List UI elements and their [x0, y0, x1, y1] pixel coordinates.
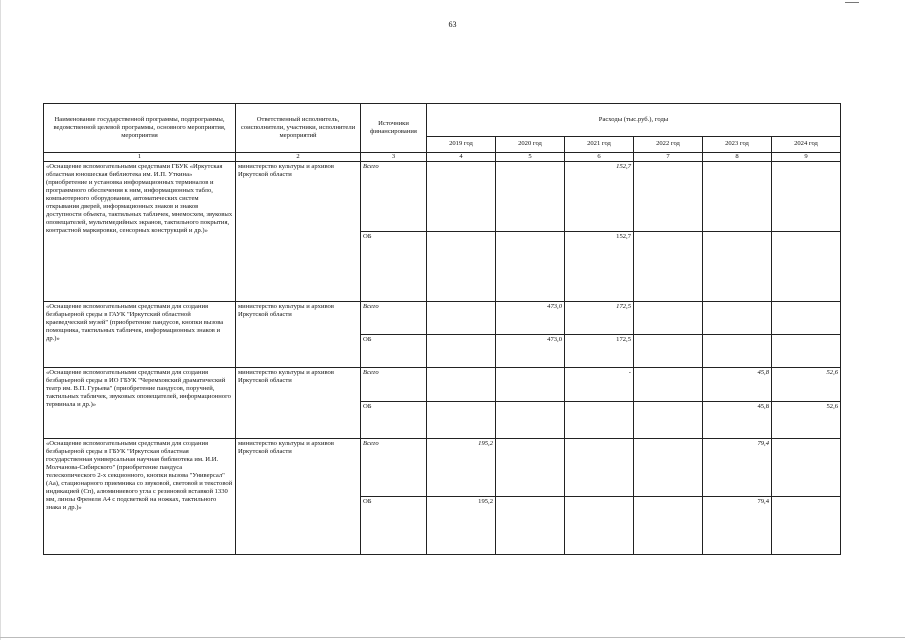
value-cell: [772, 439, 841, 497]
value-cell: 172,5: [565, 335, 634, 368]
value-cell: [427, 335, 496, 368]
header-year: 2019 год: [427, 137, 496, 153]
source-ob: ОБ: [361, 335, 427, 368]
value-cell: [427, 368, 496, 402]
column-number: 1: [44, 153, 236, 162]
value-cell: -: [565, 368, 634, 402]
header-year: 2022 год: [634, 137, 703, 153]
table-row: [44, 439, 841, 497]
executor: министерство культуры и архивов Иркутской области: [236, 302, 361, 368]
source-total: Всего: [361, 368, 427, 402]
executor: министерство культуры и архивов Иркутской области: [236, 439, 361, 555]
header-year: 2020 год: [496, 137, 565, 153]
column-number: 8: [703, 153, 772, 162]
measure-name: «Оснащение вспомогательными средствами для создания безбарьерной среды в ГБУК "Иркутская областная государственная универсальная научная библиотека им. И.И. Молчанова-Сибирского" (приобретение пандуса телескопического 2-х секционного, кнопки вызова "Универсал" (Аа), стационарного приемника со звуковой, световой и текстовой индикацией (Сп), алюминиевого угла с резиновой вставкой 1330 мм, линзы Френеля А4 с подсветкой на ножках, тактильного знака и др.)»: [44, 439, 236, 555]
value-cell: [634, 232, 703, 302]
measure-name: «Оснащение вспомогательными средствами для создания безбарьерной среды в ИО ГБУК "Черемховский драматический театр им. В.П. Гурьева" (приобретение пандусов, поручней, тактильных табличек, звуковых оповещателей, информационного терминала и др.)»: [44, 368, 236, 439]
page-number: 63: [448, 20, 457, 29]
value-cell: [496, 232, 565, 302]
table-row: [44, 302, 841, 335]
column-number: 9: [772, 153, 841, 162]
column-number: 6: [565, 153, 634, 162]
value-cell: [703, 302, 772, 335]
header-year: 2021 год: [565, 137, 634, 153]
executor: министерство культуры и архивов Иркутской области: [236, 368, 361, 439]
value-cell: [703, 335, 772, 368]
column-number: 2: [236, 153, 361, 162]
source-ob: ОБ: [361, 232, 427, 302]
value-cell: [427, 302, 496, 335]
header-expenses: Расходы (тыс.руб.), годы: [427, 104, 841, 137]
value-cell: 45,8: [703, 402, 772, 439]
source-ob: ОБ: [361, 402, 427, 439]
header-year: 2024 год: [772, 137, 841, 153]
executor: министерство культуры и архивов Иркутской области: [236, 162, 361, 302]
value-cell: 52,6: [772, 368, 841, 402]
column-number: 7: [634, 153, 703, 162]
value-cell: [427, 162, 496, 232]
table-row: [44, 162, 841, 232]
page-edge-bottom: [0, 637, 905, 638]
measure-name: «Оснащение вспомогательными средствами для создания безбарьерной среды в ГАУК "Иркутский областной краеведческий музей" (приобретение пандусов, кнопки вызова помощника, тактильных табличек, информационных знаков и др.)»: [44, 302, 236, 368]
column-number: 3: [361, 153, 427, 162]
value-cell: [772, 302, 841, 335]
value-cell: [496, 402, 565, 439]
value-cell: 473,0: [496, 302, 565, 335]
value-cell: [772, 497, 841, 555]
value-cell: [634, 302, 703, 335]
value-cell: [634, 162, 703, 232]
value-cell: 172,5: [565, 302, 634, 335]
column-number: 4: [427, 153, 496, 162]
value-cell: [427, 402, 496, 439]
expenses-table: [43, 103, 841, 555]
value-cell: [496, 368, 565, 402]
value-cell: [772, 162, 841, 232]
measure-name: «Оснащение вспомогательными средствами ГБУК «Иркутская областная юношеская библиотека им. И.П. Уткина» (приобретение и установка информационных терминалов и программного обеспечения к ним, информационных табло, компьютерного оборудования, автоматических систем открывания дверей, информационных знаков и знаков доступности объекта, тактильных табличек, мнемосхем, звуковых оповещателей, мультимедийных экранов, тактильного покрытия, контрастной маркировки, сенсорных конструкций и др.)»: [44, 162, 236, 302]
value-cell: 52,6: [772, 402, 841, 439]
value-cell: [634, 368, 703, 402]
value-cell: [565, 497, 634, 555]
value-cell: [496, 439, 565, 497]
column-number: 5: [496, 153, 565, 162]
value-cell: [634, 439, 703, 497]
value-cell: 473,0: [496, 335, 565, 368]
value-cell: 79,4: [703, 497, 772, 555]
corner-mark: [845, 2, 859, 3]
value-cell: 195,2: [427, 497, 496, 555]
value-cell: [634, 497, 703, 555]
header-source: Источники финансирования: [361, 104, 427, 153]
value-cell: [565, 439, 634, 497]
value-cell: [427, 232, 496, 302]
value-cell: [703, 232, 772, 302]
value-cell: [496, 162, 565, 232]
value-cell: [772, 335, 841, 368]
header-executor: Ответственный исполнитель, соисполнители, участники, исполнители мероприятий: [236, 104, 361, 153]
value-cell: [634, 335, 703, 368]
value-cell: 195,2: [427, 439, 496, 497]
header-name: Наименование государственной программы, подпрограммы, ведомственной целевой программы, основного мероприятия, мероприятия: [44, 104, 236, 153]
source-total: Всего: [361, 302, 427, 335]
value-cell: [703, 162, 772, 232]
value-cell: [565, 402, 634, 439]
page-edge-left: [0, 0, 1, 640]
source-total: Всего: [361, 439, 427, 497]
value-cell: 79,4: [703, 439, 772, 497]
source-ob: ОБ: [361, 497, 427, 555]
header-year: 2023 год: [703, 137, 772, 153]
column-numbers-row: [44, 153, 841, 162]
source-total: Всего: [361, 162, 427, 232]
value-cell: 152,7: [565, 232, 634, 302]
value-cell: [772, 232, 841, 302]
table-row: [44, 368, 841, 402]
value-cell: [634, 402, 703, 439]
value-cell: 152,7: [565, 162, 634, 232]
value-cell: [496, 497, 565, 555]
header-row: [44, 104, 841, 137]
value-cell: 45,8: [703, 368, 772, 402]
